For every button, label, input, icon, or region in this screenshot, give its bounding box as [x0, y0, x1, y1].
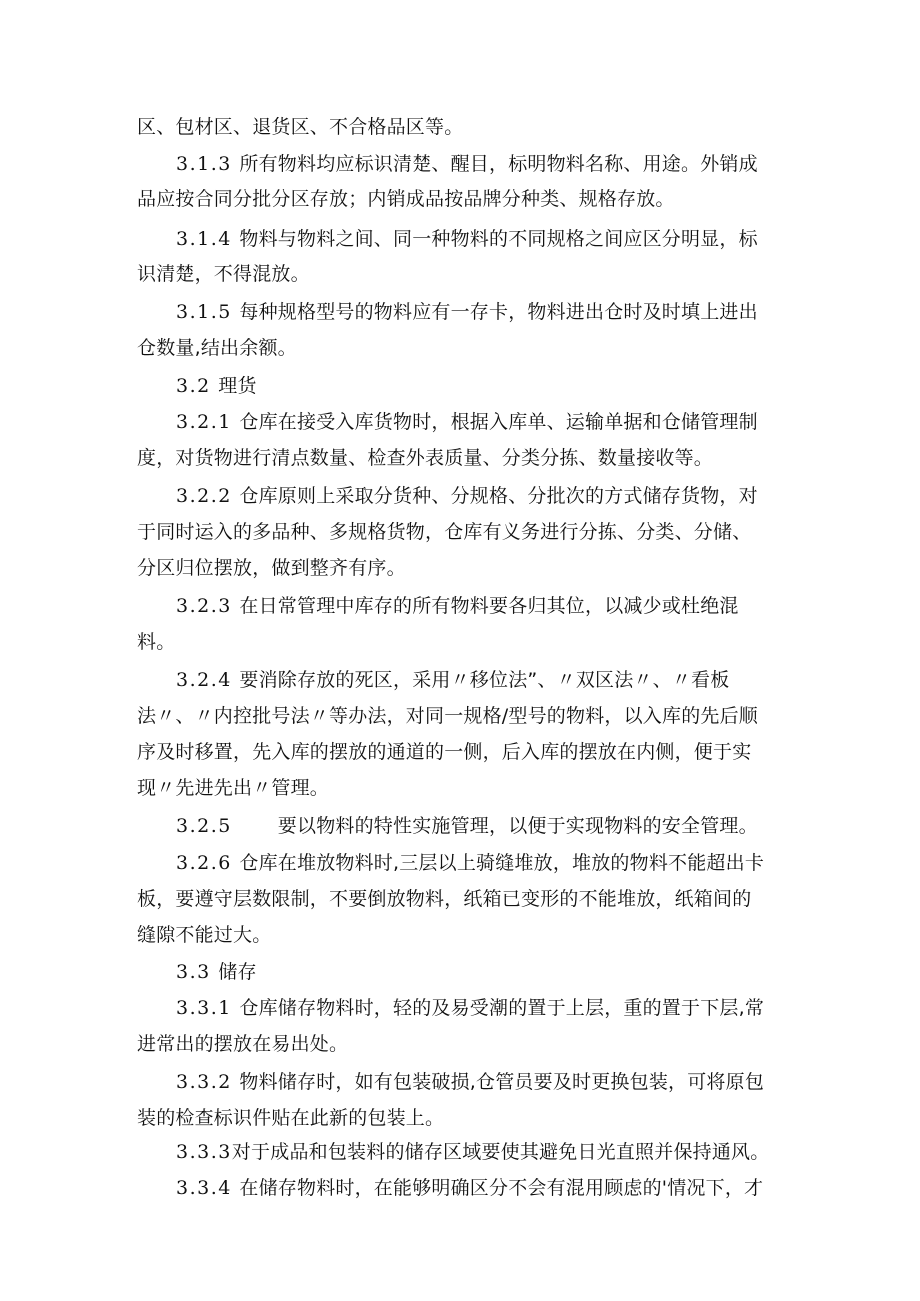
text-line — [137, 115, 463, 139]
line-text: 装的检查标识件贴在此新的包装上。 — [137, 1107, 445, 1129]
line-text: 所有物料均应标识清楚、醒目，标明物料名称、用途。外销成 — [239, 153, 758, 175]
line-text: 料。 — [137, 631, 176, 653]
text-line — [137, 923, 271, 947]
text-line — [137, 336, 297, 360]
text-line — [176, 152, 758, 176]
text-line — [137, 1106, 444, 1130]
text-line — [176, 300, 758, 324]
clause-number: 3.1.3 — [176, 153, 240, 175]
line-text: 区、包材区、退货区、不合格品区等。 — [137, 116, 464, 138]
clause-number: 3.2.1 — [176, 411, 240, 433]
text-line — [176, 410, 758, 434]
line-text: 储存 — [218, 961, 257, 983]
clause-number: 3.2.3 — [176, 595, 240, 617]
text-line — [176, 227, 758, 251]
line-text: 仓数量,结出余额。 — [137, 337, 297, 359]
line-text: 要消除存放的死区，采用〃移位法”、〃双区法〃、〃看板 — [239, 669, 730, 691]
text-line — [137, 630, 175, 654]
text-line — [176, 996, 764, 1020]
line-text: 仓库在堆放物料时,三层以上骑缝堆放，堆放的物料不能超出卡 — [239, 852, 765, 874]
clause-number: 3.2.4 — [176, 669, 240, 691]
text-line — [176, 1140, 769, 1164]
text-line — [137, 1032, 348, 1056]
text-line — [137, 704, 758, 728]
line-text: 仓库储存物料时，轻的及易受潮的置于上层，重的置于下层,常 — [239, 997, 765, 1019]
text-line — [137, 520, 751, 544]
text-line — [176, 484, 758, 508]
text-line — [176, 1070, 764, 1094]
text-line — [137, 187, 675, 211]
line-text: 每种规格型号的物料应有一存卡，物料进出仓时及时填上进出 — [239, 301, 758, 323]
line-text: 分区归位摆放，做到整齐有序。 — [137, 557, 406, 579]
line-text: 品应按合同分批分区存放；内销成品按品牌分种类、规格存放。 — [137, 188, 675, 210]
line-text: 缝隙不能过大。 — [137, 924, 272, 946]
clause-number: 3.3.3 — [176, 1141, 232, 1163]
line-text: 现〃先进先出〃管理。 — [137, 777, 330, 799]
line-text: 仓库原则上采取分货种、分规格、分批次的方式储存货物，对 — [239, 485, 758, 507]
clause-number: 3.2.2 — [176, 485, 240, 507]
text-line — [137, 262, 310, 286]
clause-number: 3.2.6 — [176, 852, 240, 874]
clause-number: 3.3.4 — [176, 1177, 240, 1199]
line-text: 仓库在接受入库货物时，根据入库单、运输单据和仓储管理制 — [239, 411, 758, 433]
line-text: 在日常管理中库存的所有物料要各归其位，以减少或杜绝混 — [239, 595, 739, 617]
line-text: 对于成品和包装料的储存区域要使其避免日光直照并保持通风。 — [231, 1141, 770, 1163]
text-line — [176, 594, 739, 618]
text-line — [137, 887, 751, 911]
line-text: 进常出的摆放在易出处。 — [137, 1033, 349, 1055]
section-heading — [176, 960, 257, 984]
clause-number: 3.2.5 — [176, 815, 240, 837]
line-text: 序及时移置，先入库的摆放的通道的一侧，后入库的摆放在内侧，便于实 — [137, 741, 752, 763]
text-line — [176, 668, 729, 692]
line-text: 在储存物料时，在能够明确区分不会有混用顾虑的'情况下，才 — [239, 1177, 764, 1199]
text-line — [176, 851, 764, 875]
text-line — [137, 740, 751, 764]
section-heading — [176, 374, 257, 398]
clause-number: 3.3 — [176, 961, 219, 983]
text-line — [137, 446, 713, 470]
line-text: 理货 — [218, 375, 257, 397]
line-text: 物料与物料之间、同一种物料的不同规格之间应区分明显，标 — [239, 228, 758, 250]
line-text: 识清楚，不得混放。 — [137, 263, 310, 285]
clause-number: 3.2 — [176, 375, 219, 397]
text-line — [176, 1176, 763, 1200]
clause-number: 3.1.5 — [176, 301, 240, 323]
text-line — [137, 776, 329, 800]
line-text: 要以物料的特性实施管理，以便于实现物料的安全管理。 — [239, 815, 758, 837]
line-text: 于同时运入的多品种、多规格货物，仓库有义务进行分拣、分类、分储、 — [137, 521, 752, 543]
line-text: 度，对货物进行清点数量、检查外表质量、分类分拣、数量接收等。 — [137, 447, 714, 469]
line-text: 物料储存时，如有包装破损,仓管员要及时更换包装，可将原包 — [239, 1071, 765, 1093]
clause-number: 3.1.4 — [176, 228, 240, 250]
line-text: 板，要遵守层数限制，不要倒放物料，纸箱已变形的不能堆放，纸箱间的 — [137, 888, 752, 910]
line-text: 法〃、〃内控批号法〃等办法，对同一规格/型号的物料，以入库的先后顺 — [137, 705, 759, 727]
clause-number: 3.3.2 — [176, 1071, 240, 1093]
clause-number: 3.3.1 — [176, 997, 240, 1019]
text-line — [137, 556, 406, 580]
text-line — [176, 814, 758, 838]
